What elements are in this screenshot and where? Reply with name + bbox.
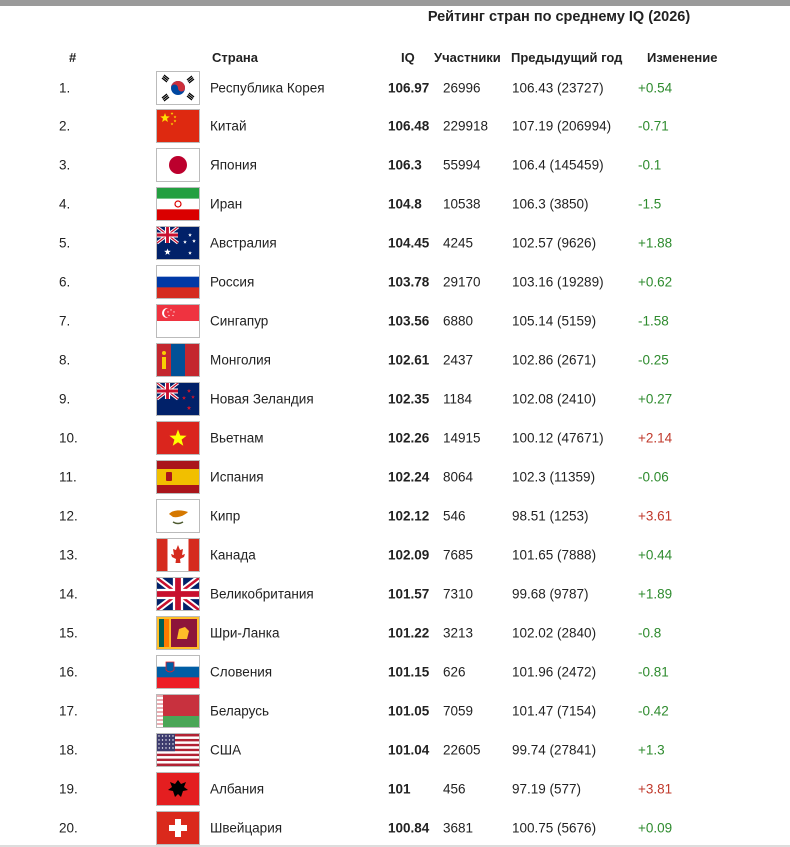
- change-value: +2.14: [638, 430, 673, 446]
- participants-count: 6880: [443, 313, 474, 329]
- flag-canada-icon: [156, 538, 200, 572]
- participants-count: 229918: [443, 118, 489, 134]
- change-value: +0.62: [638, 274, 673, 290]
- previous-year-value: 102.3 (11359): [512, 469, 596, 485]
- previous-year-value: 107.19 (206994): [512, 118, 612, 134]
- previous-year-value: 99.74 (27841): [512, 742, 597, 758]
- change-value: -0.06: [638, 469, 669, 485]
- change-value: +1.89: [638, 586, 673, 602]
- country-name: Беларусь: [210, 703, 270, 719]
- country-name: Сингапур: [210, 313, 269, 329]
- change-value: +0.54: [638, 80, 673, 95]
- iq-value: 101.57: [388, 586, 430, 602]
- iq-value: 103.56: [388, 313, 430, 329]
- participants-count: 7310: [443, 586, 474, 602]
- table-row: [0, 107, 790, 146]
- rank-number: 12.: [59, 508, 78, 524]
- header-iq: IQ: [401, 50, 415, 65]
- change-value: +3.61: [638, 508, 673, 524]
- country-name: Албания: [210, 781, 265, 797]
- header-previous-year: Предыдущий год: [511, 50, 623, 65]
- change-value: -0.25: [638, 352, 669, 368]
- flag-new-zealand-icon: [156, 382, 200, 416]
- table-row: [0, 419, 790, 458]
- country-name: Иран: [210, 196, 243, 212]
- rank-number: 15.: [59, 625, 78, 641]
- change-value: -0.81: [638, 664, 669, 680]
- change-value: +1.3: [638, 742, 665, 758]
- change-value: -1.58: [638, 313, 669, 329]
- iq-value: 106.48: [388, 118, 430, 134]
- rank-number: 6.: [59, 274, 71, 290]
- rank-number: 17.: [59, 703, 78, 719]
- participants-count: 546: [443, 508, 466, 524]
- table-row: [0, 808, 790, 847]
- previous-year-value: 97.19 (577): [512, 781, 582, 797]
- change-value: -0.42: [638, 703, 669, 719]
- rank-number: 11.: [59, 469, 77, 485]
- rank-number: 18.: [59, 742, 78, 758]
- country-name: Китай: [210, 118, 247, 134]
- header-rank: #: [69, 50, 77, 65]
- previous-year-value: 100.12 (47671): [512, 430, 604, 446]
- country-name: Россия: [210, 274, 255, 290]
- participants-count: 626: [443, 664, 466, 680]
- change-value: +0.09: [638, 820, 673, 836]
- table-row: [0, 730, 790, 769]
- table-row: [0, 146, 790, 185]
- participants-count: 7059: [443, 703, 474, 719]
- participants-count: 3681: [443, 820, 474, 836]
- table-row: [0, 68, 790, 107]
- change-value: -0.71: [638, 118, 669, 134]
- header-participants: Участники: [434, 50, 501, 65]
- change-value: +0.27: [638, 391, 673, 407]
- flag-albania-icon: [156, 772, 200, 806]
- flag-vietnam-icon: [156, 421, 200, 455]
- table-row: [0, 341, 790, 380]
- previous-year-value: 102.08 (2410): [512, 391, 597, 407]
- flag-china-icon: [156, 109, 200, 143]
- flag-cyprus-icon: [156, 499, 200, 533]
- participants-count: 4245: [443, 235, 474, 251]
- country-name: Словения: [210, 664, 273, 680]
- country-name: США: [210, 742, 242, 758]
- iq-value: 102.12: [388, 508, 430, 524]
- flag-usa-icon: [156, 733, 200, 767]
- page-title[interactable]: [0, 9, 790, 25]
- iq-value: 102.09: [388, 547, 430, 563]
- country-name: Великобритания: [210, 586, 314, 602]
- iq-value: 101: [388, 781, 411, 797]
- previous-year-value: 101.47 (7154): [512, 703, 597, 719]
- flag-sri-lanka-icon: [156, 616, 200, 650]
- previous-year-value: 98.51 (1253): [512, 508, 589, 524]
- previous-year-value: 105.14 (5159): [512, 313, 597, 329]
- table-row: [0, 380, 790, 419]
- country-name: Вьетнам: [210, 430, 264, 446]
- iq-value: 106.3: [388, 157, 422, 173]
- rank-number: 3.: [59, 157, 71, 173]
- iq-value: 104.45: [388, 235, 430, 251]
- table-row: [0, 458, 790, 497]
- page-title-link[interactable]: Рейтинг стран по среднему IQ (2026): [427, 9, 691, 25]
- participants-count: 8064: [443, 469, 474, 485]
- iq-value: 104.8: [388, 196, 422, 212]
- change-value: -1.5: [638, 196, 662, 212]
- participants-count: 2437: [443, 352, 474, 368]
- iq-value: 102.26: [388, 430, 430, 446]
- previous-year-value: 106.43 (23727): [512, 80, 604, 95]
- previous-year-value: 100.75 (5676): [512, 820, 597, 836]
- country-name: Австралия: [210, 235, 277, 251]
- participants-count: 14915: [443, 430, 481, 446]
- iq-value: 103.78: [388, 274, 430, 290]
- iq-value: 101.05: [388, 703, 430, 719]
- header-change: Изменение: [647, 50, 718, 65]
- iq-value: 102.35: [388, 391, 430, 407]
- flag-mongolia-icon: [156, 343, 200, 377]
- rank-number: 14.: [59, 586, 78, 602]
- country-name: Республика Корея: [210, 80, 325, 95]
- rank-number: 5.: [59, 235, 71, 251]
- previous-year-value: 106.3 (3850): [512, 196, 589, 212]
- participants-count: 456: [443, 781, 466, 797]
- rank-number: 9.: [59, 391, 71, 407]
- top-border: [0, 0, 790, 6]
- table-row: [0, 302, 790, 341]
- previous-year-value: 101.96 (2472): [512, 664, 597, 680]
- country-name: Швейцария: [210, 820, 283, 836]
- country-name: Шри-Ланка: [210, 625, 280, 641]
- previous-year-value: 103.16 (19289): [512, 274, 604, 290]
- rank-number: 8.: [59, 352, 71, 368]
- change-value: +1.88: [638, 235, 673, 251]
- table-row: [0, 224, 790, 263]
- rank-number: 10.: [59, 430, 78, 446]
- country-name: Новая Зеландия: [210, 391, 314, 407]
- flag-uk-icon: [156, 577, 200, 611]
- flag-iran-icon: [156, 187, 200, 221]
- participants-count: 26996: [443, 80, 481, 95]
- previous-year-value: 101.65 (7888): [512, 547, 597, 563]
- rank-number: 7.: [59, 313, 71, 329]
- rank-number: 19.: [59, 781, 78, 797]
- change-value: +0.44: [638, 547, 673, 563]
- table-row: [0, 574, 790, 613]
- previous-year-value: 102.02 (2840): [512, 625, 597, 641]
- rank-number: 1.: [59, 80, 71, 95]
- iq-value: 101.22: [388, 625, 430, 641]
- rank-number: 2.: [59, 118, 71, 134]
- flag-singapore-icon: [156, 304, 200, 338]
- header-country: Страна: [212, 50, 259, 65]
- rank-number: 16.: [59, 664, 78, 680]
- change-value: +3.81: [638, 781, 673, 797]
- change-value: -0.1: [638, 157, 662, 173]
- flag-russia-icon: [156, 265, 200, 299]
- country-name: Канада: [210, 547, 256, 563]
- table-row: [0, 613, 790, 652]
- flag-south-korea-icon: [156, 71, 200, 105]
- participants-count: 1184: [443, 391, 473, 407]
- change-value: -0.8: [638, 625, 662, 641]
- iq-value: 101.15: [388, 664, 430, 680]
- country-name: Кипр: [210, 508, 241, 524]
- participants-count: 55994: [443, 157, 481, 173]
- previous-year-value: 102.86 (2671): [512, 352, 597, 368]
- table-row: [0, 263, 790, 302]
- iq-value: 106.97: [388, 80, 430, 95]
- rank-number: 13.: [59, 547, 78, 563]
- participants-count: 3213: [443, 625, 474, 641]
- flag-japan-icon: [156, 148, 200, 182]
- iq-value: 100.84: [388, 820, 430, 836]
- country-name: Испания: [210, 469, 264, 485]
- table-row: [0, 535, 790, 574]
- table-row: [0, 496, 790, 535]
- rank-number: 4.: [59, 196, 71, 212]
- flag-spain-icon: [156, 460, 200, 494]
- country-name: Япония: [210, 157, 257, 173]
- flag-australia-icon: [156, 226, 200, 260]
- participants-count: 22605: [443, 742, 481, 758]
- previous-year-value: 106.4 (145459): [512, 157, 604, 173]
- iq-value: 102.61: [388, 352, 430, 368]
- table-row: [0, 185, 790, 224]
- table-row: [0, 652, 790, 691]
- previous-year-value: 99.68 (9787): [512, 586, 589, 602]
- previous-year-value: 102.57 (9626): [512, 235, 597, 251]
- participants-count: 29170: [443, 274, 481, 290]
- flag-belarus-icon: [156, 694, 200, 728]
- table-row: [0, 769, 790, 808]
- flag-switzerland-icon: [156, 811, 200, 845]
- country-name: Монголия: [210, 352, 271, 368]
- iq-value: 102.24: [388, 469, 430, 485]
- flag-slovenia-icon: [156, 655, 200, 689]
- participants-count: 10538: [443, 196, 481, 212]
- rank-number: 20.: [59, 820, 78, 836]
- iq-value: 101.04: [388, 742, 430, 758]
- table-row: [0, 691, 790, 730]
- participants-count: 7685: [443, 547, 474, 563]
